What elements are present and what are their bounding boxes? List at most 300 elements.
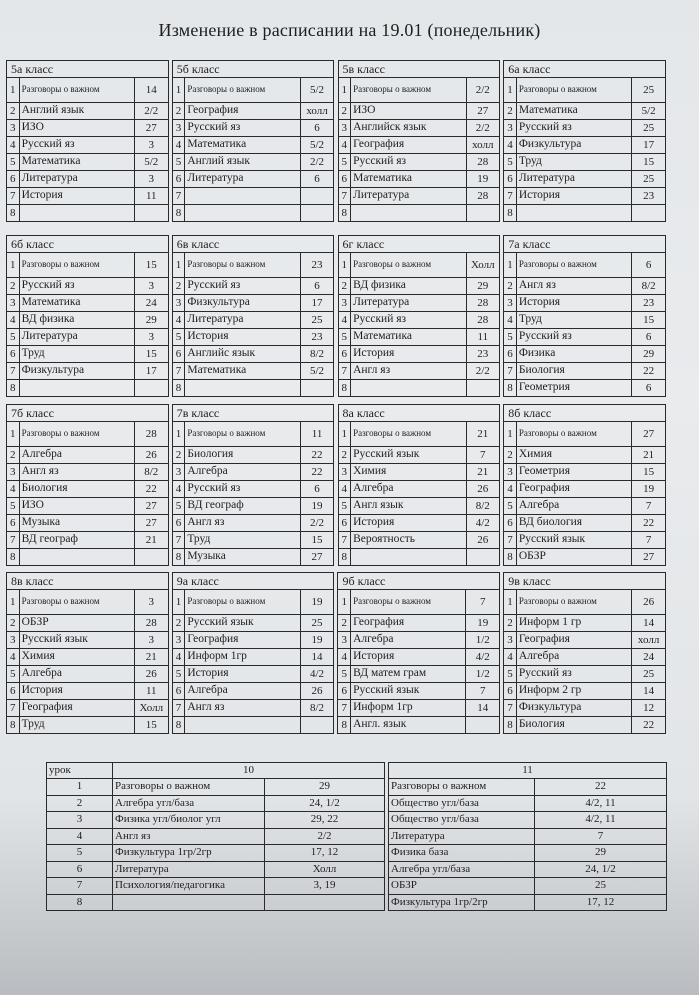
lesson-number: 8 <box>338 549 351 566</box>
room-number: 8/2 <box>632 278 666 295</box>
subject-name: ВД географ <box>19 532 134 549</box>
lesson-number: 8 <box>504 205 517 222</box>
subject-name: Разговоры о важном <box>351 78 466 103</box>
room-number: 17 <box>134 363 168 380</box>
class-header: 8в класс <box>7 573 169 590</box>
lesson-number: 3 <box>7 632 20 649</box>
subject-name: Разговоры о важном <box>351 590 466 615</box>
subject-name: Литература <box>351 295 466 312</box>
subject-name: География <box>185 632 300 649</box>
lesson-number: 1 <box>172 78 185 103</box>
room-number <box>134 549 168 566</box>
room-number: 21 <box>466 422 500 447</box>
subject-name: Русский язык <box>19 632 134 649</box>
lesson-number: 5 <box>338 154 351 171</box>
subject-name: Разговоры о важном <box>185 78 300 103</box>
subject-name: Алгебра угл/база <box>113 795 265 812</box>
room-number: 12 <box>632 700 666 717</box>
senior-lesson-row <box>47 795 667 812</box>
lesson-number: 5 <box>504 666 517 683</box>
lesson-number: 2 <box>172 103 185 120</box>
room-number: 7 <box>466 447 500 464</box>
lesson-number: 3 <box>504 120 517 137</box>
subject-name: Труд <box>516 154 631 171</box>
subject-name: Русский язык <box>351 683 466 700</box>
subject-name: Общество угл/база <box>389 795 535 812</box>
subject-name: Разговоры о важном <box>19 422 134 447</box>
class-header: 7а класс <box>504 236 666 253</box>
room-number: холл <box>632 632 666 649</box>
room-number: 24, 1/2 <box>265 795 385 812</box>
lesson-number: 6 <box>172 346 185 363</box>
lesson-number: 5 <box>7 154 20 171</box>
lesson-number: 5 <box>338 329 351 346</box>
room-number: 27 <box>466 103 500 120</box>
subject-name: Англ яз <box>185 700 300 717</box>
lesson-number: 2 <box>338 615 351 632</box>
lesson-number: 1 <box>338 422 351 447</box>
room-number: 22 <box>300 447 334 464</box>
subject-name: Русский яз <box>185 481 300 498</box>
lesson-number: 1 <box>504 78 517 103</box>
room-number: 14 <box>466 700 500 717</box>
room-number: 2/2 <box>265 828 385 845</box>
room-number: 29 <box>466 278 500 295</box>
subject-name <box>185 205 300 222</box>
room-number <box>466 549 500 566</box>
lesson-number: 3 <box>504 464 517 481</box>
lesson-number: 5 <box>504 498 517 515</box>
room-number: 28 <box>466 154 500 171</box>
subject-name: Русский язык <box>516 532 631 549</box>
room-number: 27 <box>134 498 168 515</box>
subject-name: Литература <box>516 171 631 188</box>
room-number: 3 <box>134 590 168 615</box>
lesson-number: 1 <box>172 590 185 615</box>
lesson-number: 7 <box>504 363 517 380</box>
class-header: 7б класс <box>7 405 169 422</box>
room-number: 28 <box>466 312 500 329</box>
subject-name: Труд <box>19 717 134 734</box>
lesson-number: 2 <box>7 103 20 120</box>
class-header: 6г класс <box>338 236 500 253</box>
lesson-number: 5 <box>172 329 185 346</box>
subject-name: Труд <box>185 532 300 549</box>
lesson-number: 3 <box>338 464 351 481</box>
subject-name: Биология <box>19 481 134 498</box>
class-header: 5в класс <box>338 61 500 78</box>
lesson-row <box>7 532 666 549</box>
room-number: 29 <box>134 312 168 329</box>
lesson-number: 5 <box>504 154 517 171</box>
room-number: 24 <box>632 649 666 666</box>
room-number: 14 <box>632 615 666 632</box>
room-number: 3, 19 <box>265 878 385 895</box>
lesson-number: 1 <box>338 78 351 103</box>
subject-name: Русский яз <box>351 154 466 171</box>
subject-name: Русский язык <box>185 615 300 632</box>
lesson-number: 3 <box>172 120 185 137</box>
subject-name: ОБЗР <box>19 615 134 632</box>
subject-name: Информ 2 гр <box>516 683 631 700</box>
room-number: 23 <box>632 188 666 205</box>
subject-name: Русский яз <box>185 278 300 295</box>
subject-name: Англ. язык <box>351 717 466 734</box>
subject-name: ВД матем грам <box>351 666 466 683</box>
subject-name: Русский яз <box>19 278 134 295</box>
lesson-number: 3 <box>7 295 20 312</box>
room-number: 3 <box>134 278 168 295</box>
room-number: 7 <box>466 683 500 700</box>
subject-name <box>185 717 300 734</box>
subject-name: Разговоры о важном <box>389 779 535 796</box>
lesson-number: 7 <box>338 363 351 380</box>
subject-name: Русский яз <box>516 120 631 137</box>
subject-name: Математика <box>19 295 134 312</box>
room-number: 23 <box>466 346 500 363</box>
room-number: 23 <box>300 253 334 278</box>
subject-name: Музыка <box>185 549 300 566</box>
lesson-number: 2 <box>504 615 517 632</box>
lesson-number: 1 <box>7 78 20 103</box>
lesson-number: 8 <box>504 549 517 566</box>
room-number: 29 <box>632 346 666 363</box>
lesson-number: 1 <box>7 253 20 278</box>
subject-name: География <box>516 481 631 498</box>
room-number: 26 <box>134 447 168 464</box>
lesson-row <box>7 120 666 137</box>
subject-name: Физика база <box>389 845 535 862</box>
senior-lesson-row <box>47 861 667 878</box>
room-number: 2/2 <box>134 103 168 120</box>
lesson-number: 4 <box>504 649 517 666</box>
subject-name: Вероятность <box>351 532 466 549</box>
class-group-table <box>6 404 666 566</box>
room-number: 25 <box>632 120 666 137</box>
lesson-number: 2 <box>7 278 20 295</box>
room-number <box>300 188 334 205</box>
room-number: 17 <box>300 295 334 312</box>
subject-name <box>185 380 300 397</box>
lesson-row <box>7 380 666 397</box>
subject-name: Музыка <box>19 515 134 532</box>
subject-name: Русский яз <box>516 666 631 683</box>
subject-name: Алгебра <box>351 632 466 649</box>
lesson-number: 6 <box>7 346 20 363</box>
lesson-row <box>7 422 666 447</box>
room-number: 28 <box>466 188 500 205</box>
subject-name: Биология <box>516 363 631 380</box>
lesson-number: 1 <box>47 779 113 796</box>
subject-name: Информ 1гр <box>351 700 466 717</box>
room-number: 15 <box>134 717 168 734</box>
subject-name: Разговоры о важном <box>113 779 265 796</box>
lesson-number: 4 <box>172 137 185 154</box>
room-number: 6 <box>632 380 666 397</box>
lesson-number: 8 <box>504 380 517 397</box>
senior-lesson-row <box>47 845 667 862</box>
lesson-number: 8 <box>172 205 185 222</box>
room-number: 21 <box>134 649 168 666</box>
subject-name: Биология <box>185 447 300 464</box>
lesson-number: 2 <box>172 447 185 464</box>
room-number: 22 <box>134 481 168 498</box>
subject-name: Физкультура <box>516 700 631 717</box>
lesson-number: 7 <box>7 363 20 380</box>
subject-name: История <box>19 683 134 700</box>
class-header: 6а класс <box>504 61 666 78</box>
room-number: 6 <box>300 278 334 295</box>
lesson-row <box>7 188 666 205</box>
lesson-row <box>7 312 666 329</box>
subject-name: Англ яз <box>185 515 300 532</box>
subject-name: История <box>516 295 631 312</box>
room-number: 27 <box>134 120 168 137</box>
subject-name: Англ яз <box>19 464 134 481</box>
lesson-row <box>7 683 666 700</box>
lesson-number: 6 <box>338 683 351 700</box>
subject-name: Геометрия <box>516 380 631 397</box>
subject-name: Физика <box>516 346 631 363</box>
room-number: 2/2 <box>300 515 334 532</box>
subject-name: История <box>351 515 466 532</box>
lesson-number: 3 <box>172 632 185 649</box>
lesson-number: 7 <box>172 700 185 717</box>
lesson-row <box>7 481 666 498</box>
class-group-table <box>6 235 666 397</box>
room-number: 5/2 <box>300 363 334 380</box>
class-header: 9б класс <box>338 573 500 590</box>
subject-name: ОБЗР <box>516 549 631 566</box>
lesson-number: 7 <box>7 188 20 205</box>
lesson-row <box>7 464 666 481</box>
room-number: 22 <box>300 464 334 481</box>
lesson-number: 7 <box>172 532 185 549</box>
lesson-number: 3 <box>7 120 20 137</box>
room-number: 5/2 <box>632 103 666 120</box>
room-number: 2/2 <box>300 154 334 171</box>
lesson-row <box>7 447 666 464</box>
lesson-number: 4 <box>338 137 351 154</box>
lesson-row <box>7 171 666 188</box>
lesson-number: 1 <box>504 253 517 278</box>
lesson-number: 3 <box>338 295 351 312</box>
room-number: 23 <box>632 295 666 312</box>
room-number: 19 <box>300 632 334 649</box>
subject-name: Литература <box>19 329 134 346</box>
subject-name: Литература <box>351 188 466 205</box>
grade-11-header: 11 <box>389 763 667 779</box>
lesson-number: 5 <box>338 666 351 683</box>
subject-name: Английс язык <box>185 346 300 363</box>
class-header: 7в класс <box>172 405 334 422</box>
senior-lesson-row <box>47 894 667 911</box>
lesson-number: 1 <box>7 422 20 447</box>
lesson-number: 6 <box>504 515 517 532</box>
room-number: 19 <box>300 590 334 615</box>
lesson-number: 8 <box>172 380 185 397</box>
lesson-number: 7 <box>172 188 185 205</box>
subject-name <box>516 205 631 222</box>
lesson-number: 3 <box>338 120 351 137</box>
lesson-number: 4 <box>7 137 20 154</box>
room-number: 17, 12 <box>265 845 385 862</box>
lesson-number: 5 <box>7 498 20 515</box>
lesson-number: 3 <box>47 812 113 829</box>
room-number: 8/2 <box>466 498 500 515</box>
lesson-number: 4 <box>504 312 517 329</box>
lesson-number: 8 <box>7 205 20 222</box>
subject-name: ВД физика <box>19 312 134 329</box>
lesson-row <box>7 278 666 295</box>
subject-name <box>351 549 466 566</box>
subject-name: ИЗО <box>19 120 134 137</box>
room-number: 25 <box>632 666 666 683</box>
lesson-number: 6 <box>338 515 351 532</box>
lesson-number: 6 <box>504 171 517 188</box>
subject-name: Разговоры о важном <box>516 253 631 278</box>
subject-name: Англ язык <box>351 498 466 515</box>
room-number: 1/2 <box>466 666 500 683</box>
class-header: 9а класс <box>172 573 334 590</box>
room-number: 25 <box>632 78 666 103</box>
lesson-row <box>7 205 666 222</box>
room-number: 29 <box>265 779 385 796</box>
subject-name: Русский яз <box>185 120 300 137</box>
lesson-number: 4 <box>338 649 351 666</box>
subject-name: Разговоры о важном <box>516 422 631 447</box>
lesson-number: 8 <box>47 894 113 911</box>
room-number: 22 <box>535 779 667 796</box>
lesson-number: 2 <box>504 447 517 464</box>
subject-name: Литература <box>389 828 535 845</box>
room-number <box>300 717 334 734</box>
room-number: холл <box>466 137 500 154</box>
subject-name: География <box>351 137 466 154</box>
subject-name: Англ яз <box>351 363 466 380</box>
subject-name: Алгебра <box>19 666 134 683</box>
subject-name: Математика <box>351 171 466 188</box>
room-number: 2/2 <box>466 78 500 103</box>
room-number: 22 <box>632 717 666 734</box>
lesson-row <box>7 498 666 515</box>
subject-name: Физкультура <box>185 295 300 312</box>
subject-name: Математика <box>19 154 134 171</box>
lesson-number: 6 <box>7 515 20 532</box>
lesson-number: 1 <box>504 590 517 615</box>
lesson-number: 6 <box>172 515 185 532</box>
lesson-number: 5 <box>7 666 20 683</box>
room-number <box>300 205 334 222</box>
subject-name: Биология <box>516 717 631 734</box>
subject-name: Литература <box>113 861 265 878</box>
senior-lesson-row <box>47 779 667 796</box>
subject-name: Алгебра <box>185 464 300 481</box>
room-number: 7 <box>466 590 500 615</box>
room-number: 3 <box>134 137 168 154</box>
lesson-row <box>7 137 666 154</box>
room-number: 19 <box>300 498 334 515</box>
room-number: 15 <box>134 346 168 363</box>
subject-name <box>351 205 466 222</box>
lesson-number: 5 <box>172 498 185 515</box>
lesson-row <box>7 549 666 566</box>
room-number: 25 <box>300 312 334 329</box>
room-number: 26 <box>466 532 500 549</box>
subject-name: Информ 1гр <box>185 649 300 666</box>
room-number: 28 <box>134 422 168 447</box>
room-number: 15 <box>134 253 168 278</box>
room-number: 7 <box>535 828 667 845</box>
class-header: 8б класс <box>504 405 666 422</box>
room-number: 8/2 <box>300 700 334 717</box>
lesson-row <box>7 103 666 120</box>
subject-name: ИЗО <box>19 498 134 515</box>
lesson-number: 4 <box>338 312 351 329</box>
room-number: 2/2 <box>466 363 500 380</box>
room-number: 11 <box>300 422 334 447</box>
lesson-number: 8 <box>172 549 185 566</box>
room-number: 19 <box>632 481 666 498</box>
room-number: 5/2 <box>300 78 334 103</box>
room-number: 15 <box>632 312 666 329</box>
room-number: 26 <box>632 590 666 615</box>
lesson-number: 3 <box>172 464 185 481</box>
subject-name: Разговоры о важном <box>516 590 631 615</box>
room-number: 26 <box>300 683 334 700</box>
room-number: 7 <box>632 498 666 515</box>
room-number <box>134 380 168 397</box>
room-number: Холл <box>466 253 500 278</box>
room-number: 29 <box>535 845 667 862</box>
room-number: 6 <box>632 329 666 346</box>
room-number: 5/2 <box>134 154 168 171</box>
lesson-number: 1 <box>172 422 185 447</box>
subject-name <box>185 188 300 205</box>
lesson-header: урок <box>47 763 113 779</box>
subject-name: Разговоры о важном <box>351 253 466 278</box>
room-number: 11 <box>134 683 168 700</box>
lesson-number: 6 <box>338 346 351 363</box>
class-group-table <box>6 572 666 734</box>
room-number <box>300 380 334 397</box>
subject-name: Физкультура <box>516 137 631 154</box>
lesson-number: 5 <box>504 329 517 346</box>
subject-name: Математика <box>351 329 466 346</box>
room-number: 21 <box>632 447 666 464</box>
room-number: 17 <box>632 137 666 154</box>
subject-name: Русский яз <box>19 137 134 154</box>
lesson-number: 8 <box>504 717 517 734</box>
subject-name: Психология/педагогика <box>113 878 265 895</box>
lesson-row <box>7 666 666 683</box>
room-number: 23 <box>300 329 334 346</box>
subject-name: Разговоры о важном <box>19 253 134 278</box>
lesson-row <box>7 590 666 615</box>
subject-name: География <box>19 700 134 717</box>
subject-name <box>113 894 265 911</box>
room-number: 4/2 <box>300 666 334 683</box>
lesson-number: 8 <box>338 380 351 397</box>
subject-name: Русский язык <box>351 447 466 464</box>
room-number: Холл <box>134 700 168 717</box>
subject-name <box>351 380 466 397</box>
room-number: 7 <box>632 532 666 549</box>
class-header: 5а класс <box>7 61 169 78</box>
lesson-number: 3 <box>172 295 185 312</box>
room-number: 21 <box>466 464 500 481</box>
lesson-number: 4 <box>172 312 185 329</box>
